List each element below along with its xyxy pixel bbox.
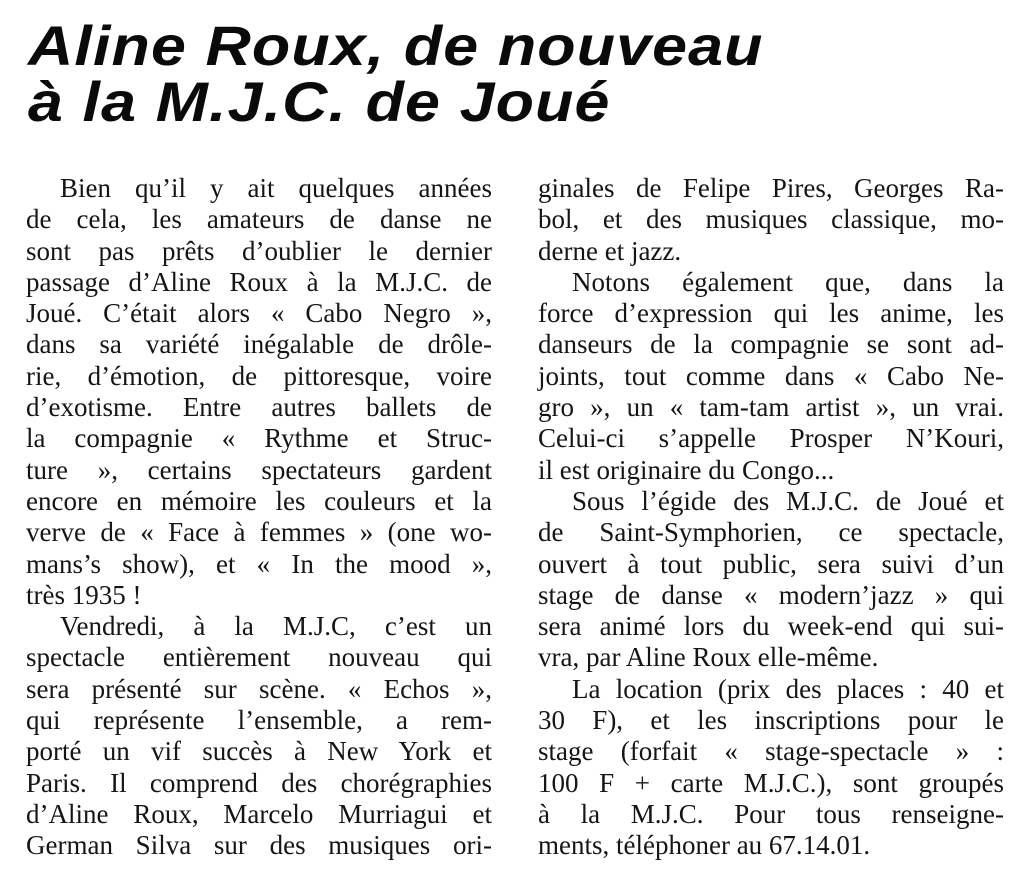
article-text-line: il est originaire du Congo... [538, 454, 835, 485]
article-text-line: sera présenté sur scène. « Echos », [26, 673, 492, 704]
article-text-line: ouvert à tout public, sera suivi d’un [538, 548, 1004, 579]
article-text-line: rie, d’émotion, de pittoresque, voire [26, 360, 492, 391]
article-text-line: de cela, les amateurs de danse ne [26, 204, 492, 235]
article-text-line: Paris. Il comprend des chorégraphies [26, 767, 492, 798]
article-column-right [538, 173, 1004, 862]
article-text-line: force d’expression qui les anime, les [538, 298, 1004, 329]
article-headline [28, 14, 764, 133]
article-text-line: à la M.J.C. Pour tous renseigne- [538, 798, 1004, 829]
article-text-line: danseurs de la compagnie se sont ad- [538, 329, 1004, 360]
article-text-line: d’Aline Roux, Marcelo Murriagui et [26, 798, 492, 829]
article-text-line: stage (forfait « stage-spectacle » : [538, 736, 1004, 767]
article-text-line: ments, téléphoner au 67.14.01. [538, 830, 871, 861]
article-text-line: verve de « Face à femmes » (one wo- [26, 517, 492, 548]
article-text-line: Notons également que, dans la [572, 266, 1004, 297]
article-text-line: ginales de Felipe Pires, Georges Ra- [538, 173, 1004, 203]
article-text-line: Vendredi, à la M.J.C, c’est un [60, 611, 492, 642]
article-text-line: stage de danse « modern’jazz » qui [538, 579, 1004, 610]
article-text-line: Sous l’égide des M.J.C. de Joué et [572, 485, 1004, 516]
headline-line-2: à la M.J.C. de Joué [28, 70, 611, 133]
article-text-line: Joué. C’était alors « Cabo Negro », [26, 298, 492, 329]
article-text-line: sera animé lors du week-end qui sui- [538, 611, 1004, 642]
article-text-line: très 1935 ! [26, 579, 142, 610]
article-text-line: la compagnie « Rythme et Struc- [26, 423, 492, 454]
article-text-line: bol, et des musiques classique, mo- [538, 204, 1004, 235]
article-text-line: German Silva sur des musiques ori- [26, 830, 492, 861]
article-text-line: Celui-ci s’appelle Prosper N’Kouri, [538, 423, 1004, 454]
article-text-line: d’exotisme. Entre autres ballets de [26, 392, 492, 423]
article-text-line: gro », un « tam-tam artist », un vrai. [538, 392, 1004, 423]
article-text-line: derne et jazz. [538, 235, 682, 266]
article-text-line: dans sa variété inégalable de drôle- [26, 329, 492, 360]
article-text-line: qui représente l’ensemble, a rem- [26, 705, 492, 736]
article-text-line: encore en mémoire les couleurs et la [26, 485, 492, 516]
article-text-line: Bien qu’il y ait quelques années [60, 173, 492, 203]
article-text-line: vra, par Aline Roux elle-même. [538, 642, 879, 673]
article-column-left [26, 173, 492, 862]
article-text-line: mans’s show), et « In the mood », [26, 548, 492, 579]
article-text-line: porté un vif succès à New York et [26, 736, 492, 767]
article-text-line: spectacle entièrement nouveau qui [26, 642, 492, 673]
article-text-line: La location (prix des places : 40 et [572, 673, 1004, 704]
article-text-line: de Saint-Symphorien, ce spectacle, [538, 517, 1004, 548]
article-text-line: joints, tout comme dans « Cabo Ne- [538, 360, 1004, 391]
headline-line-1: Aline Roux, de nouveau [28, 14, 764, 77]
article-text-line: passage d’Aline Roux à la M.J.C. de [26, 266, 492, 297]
article-text-line: sont pas prêts d’oublier le dernier [26, 235, 492, 266]
article-text-line: ture », certains spectateurs gardent [26, 454, 492, 485]
article-text-line: 30 F), et les inscriptions pour le [538, 705, 1004, 736]
article-text-line: 100 F + carte M.J.C.), sont groupés [538, 767, 1004, 798]
